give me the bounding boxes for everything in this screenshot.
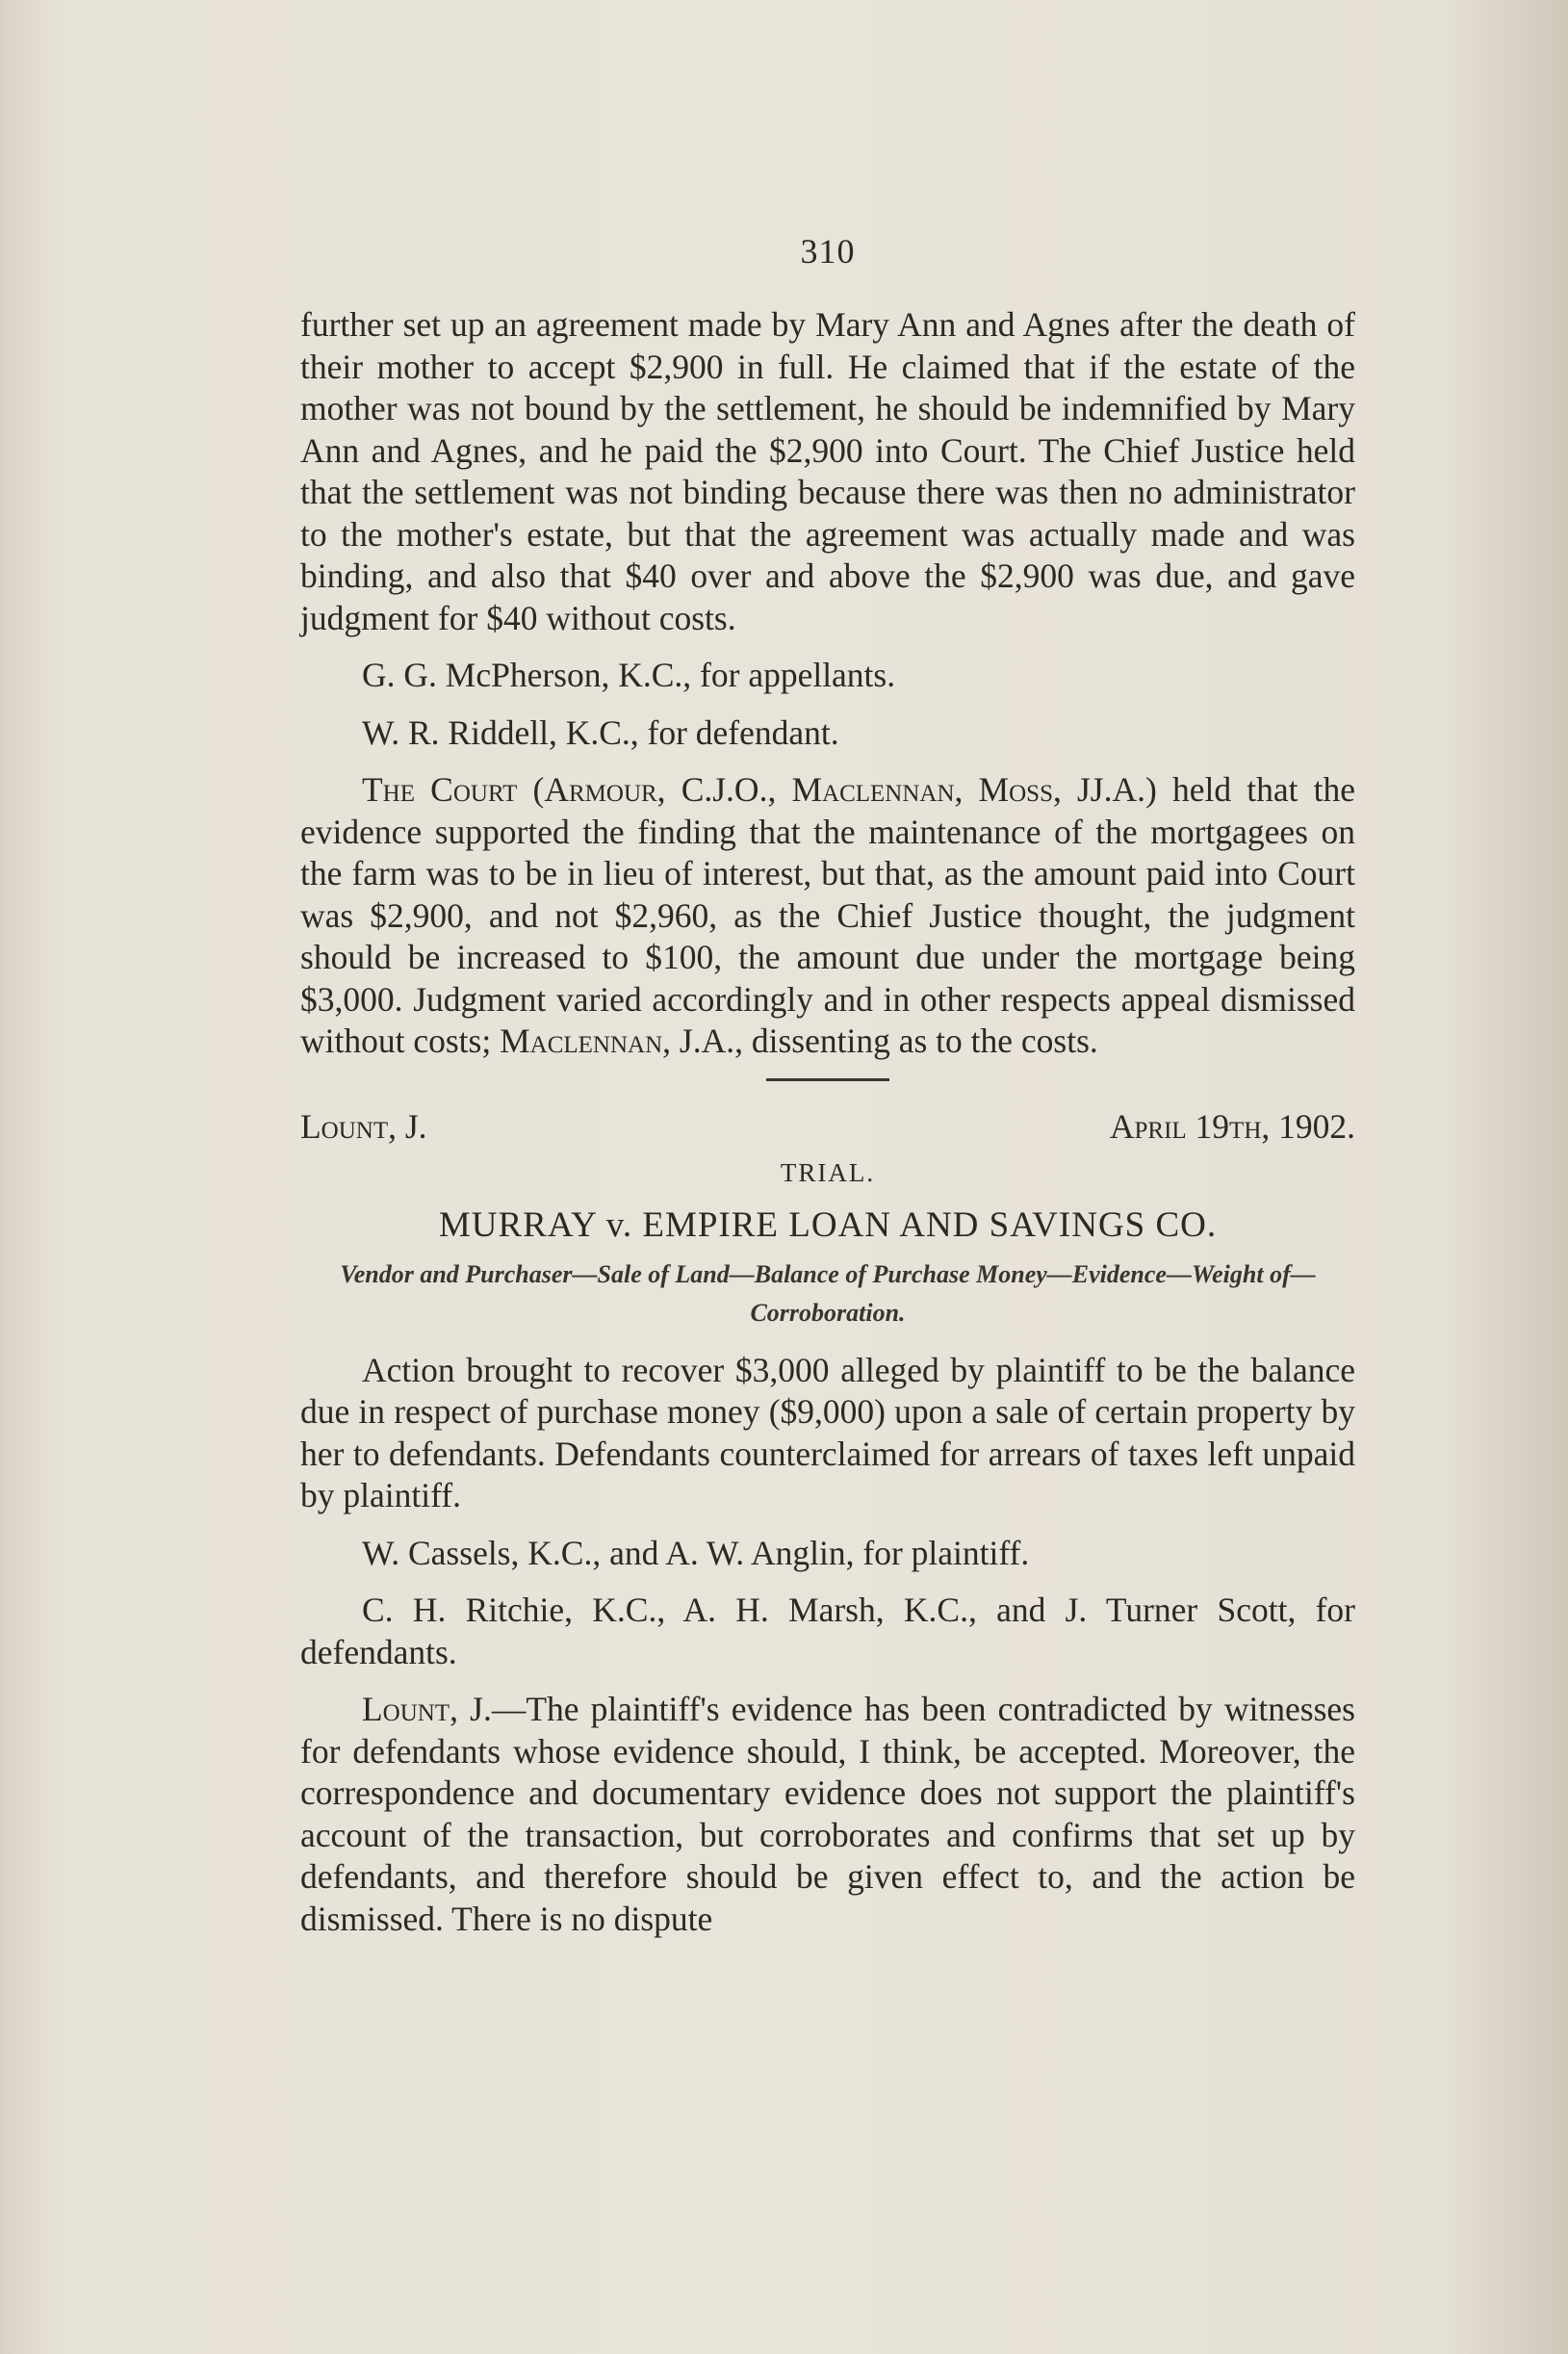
action-paragraph: Action brought to recover $3,000 alleged by plaintiff to be the balance due in respect of purchase money ($9,000) upon a sale of certain property by her to defendants. Defendants counterclaimed for arrears of taxes left unpaid by plaintiff. — [300, 1350, 1355, 1514]
section-divider — [766, 1078, 889, 1081]
opinion-paragraph — [300, 1689, 1355, 1940]
opinion-text: —The plaintiff's evidence has been contradicted by witnesses for defendants whose evidence should, I think, be accepted. Moreover, the correspondence and documentary evidence does not support the plaintiff's account of the transaction, but corroborates and confirms that set up by defendants, and therefore should be given effect to, and the action be dismissed. There is no dispute — [300, 1690, 1355, 1938]
headnote: Vendor and Purchaser—Sale of Land—Balance of Purchase Money—Evidence—Weight of—Corroboration. — [340, 1259, 1316, 1327]
court-lead: The Court (Armour, C.J.O., Maclennan, Moss, JJ.A.) — [362, 770, 1157, 809]
counsel-defendant: W. R. Riddell, K.C., for defendant. — [362, 712, 839, 752]
dissent-judge: Maclennan — [500, 1022, 663, 1060]
proceeding-label: TRIAL. — [780, 1157, 876, 1187]
counsel-appellants: G. G. McPherson, K.C., for appellants. — [362, 656, 896, 694]
case-dateline — [300, 1106, 1355, 1148]
counsel-plaintiff: W. Cassels, K.C., and A. W. Anglin, for plaintiff. — [362, 1533, 1030, 1572]
page-text-block — [300, 231, 1355, 1940]
counsel-defendants: C. H. Ritchie, K.C., A. H. Marsh, K.C., and J. Turner Scott, for defendants. — [300, 1591, 1355, 1671]
case-title: MURRAY v. EMPIRE LOAN AND SAVINGS CO. — [438, 1204, 1218, 1245]
judgment-paragraph — [300, 769, 1355, 1063]
paragraph-settlement: further set up an agreement made by Mary Ann and Agnes after the death of their mother to accept $2,900 in full. He claimed that if the estate of the mother was not bound by the settlement, he should be indemnified by Mary Ann and Agnes, and he paid the $2,900 into Court. The Chief Justice held that the settlement was not binding because there was then no administrator to the mother's estate, but that the agreement was actually made and was binding, and also that $40 over and above the $2,900 was due, and gave judgment for $40 without costs. — [300, 305, 1355, 637]
trial-judge: Lount, J. — [300, 1106, 427, 1146]
opinion-judge: Lount, J. — [362, 1690, 492, 1728]
judgment-tail: , J.A., dissenting as to the costs. — [662, 1022, 1098, 1060]
page-number: 310 — [800, 232, 856, 271]
judgment-body: held that the evidence supported the finding that the maintenance of the mortgagees on the farm was to be in lieu of interest, but that, as the amount paid into Court was $2,900, and not $2,960, as the Chief Justice thought, the judgment should be increased to $100, the amount due under the mortgage being $3,000. Judgment varied accordingly and in other respects appeal dismissed without costs; — [300, 770, 1355, 1060]
decision-date: April 19th, 1902. — [1109, 1106, 1355, 1146]
